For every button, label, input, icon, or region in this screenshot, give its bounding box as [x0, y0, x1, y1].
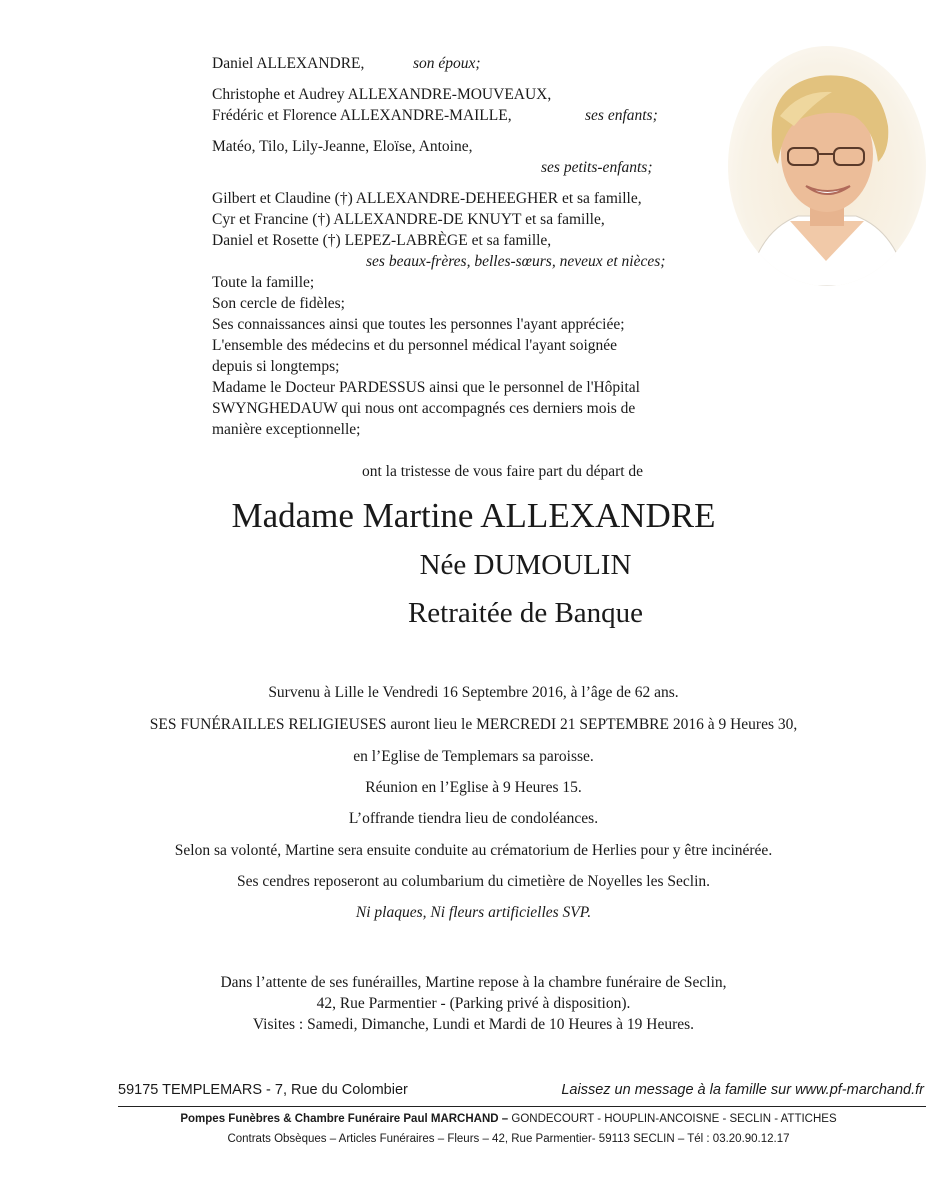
inlaws-role: ses beaux-frères, belles-sœurs, neveux et nièces; [366, 253, 666, 270]
others-line: manière exceptionnelle; [212, 421, 361, 438]
detail-line: Survenu à Lille le Vendredi 16 Septembre 2016, à l’âge de 62 ans. [268, 684, 679, 701]
footer-message: Laissez un message à la famille sur www.pf-marchand.fr [561, 1082, 924, 1098]
others-line: Toute la famille; [212, 274, 315, 291]
detail-line: Selon sa volonté, Martine sera ensuite conduite au crématorium de Herlies pour y être incinérée. [174, 842, 773, 859]
visit-line: Dans l’attente de ses funérailles, Martine repose à la chambre funéraire de Seclin, [220, 974, 727, 991]
inlaws-line-3: Daniel et Rosette (†) LEPEZ-LABRÈGE et sa famille, [212, 232, 552, 249]
detail-line: Réunion en l’Eglise à 9 Heures 15. [365, 779, 582, 796]
grandchildren-role: ses petits-enfants; [541, 159, 653, 176]
portrait-illustration [728, 46, 926, 286]
no-flowers-note: Ni plaques, Ni fleurs artificielles SVP. [355, 904, 592, 921]
visit-line: 42, Rue Parmentier - (Parking privé à disposition). [316, 995, 631, 1012]
company-name: Pompes Funèbres & Chambre Funéraire Paul MARCHAND – [180, 1113, 509, 1125]
others-line: Son cercle de fidèles; [212, 295, 345, 312]
footer-company [0, 1113, 947, 1125]
footer-address: 59175 TEMPLEMARS - 7, Rue du Colombier [118, 1082, 408, 1098]
footer-contact: Contrats Obsèques – Articles Funéraires – Fleurs – 42, Rue Parmentier- 59113 SECLIN – Tél : 03.20.90.12.17 [227, 1133, 790, 1145]
announcement-text: ont la tristesse de vous faire part du départ de [362, 463, 644, 480]
detail-line: SES FUNÉRAILLES RELIGIEUSES auront lieu le MERCREDI 21 SEPTEMBRE 2016 à 9 Heures 30, [149, 716, 798, 733]
children-role: ses enfants; [585, 107, 658, 124]
inlaws-line-1: Gilbert et Claudine (†) ALLEXANDRE-DEHEEGHER et sa famille, [212, 190, 642, 207]
others-line: depuis si longtemps; [212, 358, 340, 375]
others-line: Ses connaissances ainsi que toutes les personnes l'ayant appréciée; [212, 316, 625, 333]
inlaws-line-2: Cyr et Francine (†) ALLEXANDRE-DE KNUYT et sa famille, [212, 211, 605, 228]
spouse-name: Daniel ALLEXANDRE, [212, 55, 365, 72]
portrait-photo [728, 46, 926, 286]
footer-divider [118, 1106, 926, 1107]
occupation: Retraitée de Banque [407, 597, 644, 629]
others-line: L'ensemble des médecins et du personnel médical l'ayant soignée [212, 337, 618, 354]
children-line-2: Frédéric et Florence ALLEXANDRE-MAILLE, [212, 107, 512, 124]
detail-line: L’offrande tiendra lieu de condoléances. [348, 810, 599, 827]
others-line: SWYNGHEDAUW qui nous ont accompagnés ces derniers mois de [212, 400, 636, 417]
grandchildren-names: Matéo, Tilo, Lily-Jeanne, Eloïse, Antoine, [212, 138, 473, 155]
spouse-role: son époux; [413, 55, 481, 72]
detail-line: Ses cendres reposeront au columbarium du cimetière de Noyelles les Seclin. [236, 873, 711, 890]
children-line-1: Christophe et Audrey ALLEXANDRE-MOUVEAUX, [212, 86, 552, 103]
detail-line: en l’Eglise de Templemars sa paroisse. [353, 748, 594, 765]
visit-line: Visites : Samedi, Dimanche, Lundi et Mardi de 10 Heures à 19 Heures. [252, 1016, 695, 1033]
deceased-name: Madame Martine ALLEXANDRE [231, 496, 716, 535]
maiden-name: Née DUMOULIN [419, 549, 632, 581]
others-line: Madame le Docteur PARDESSUS ainsi que le personnel de l'Hôpital [212, 379, 640, 396]
company-towns: GONDECOURT - HOUPLIN-ANCOISNE - SECLIN - ATTICHES [508, 1113, 837, 1125]
